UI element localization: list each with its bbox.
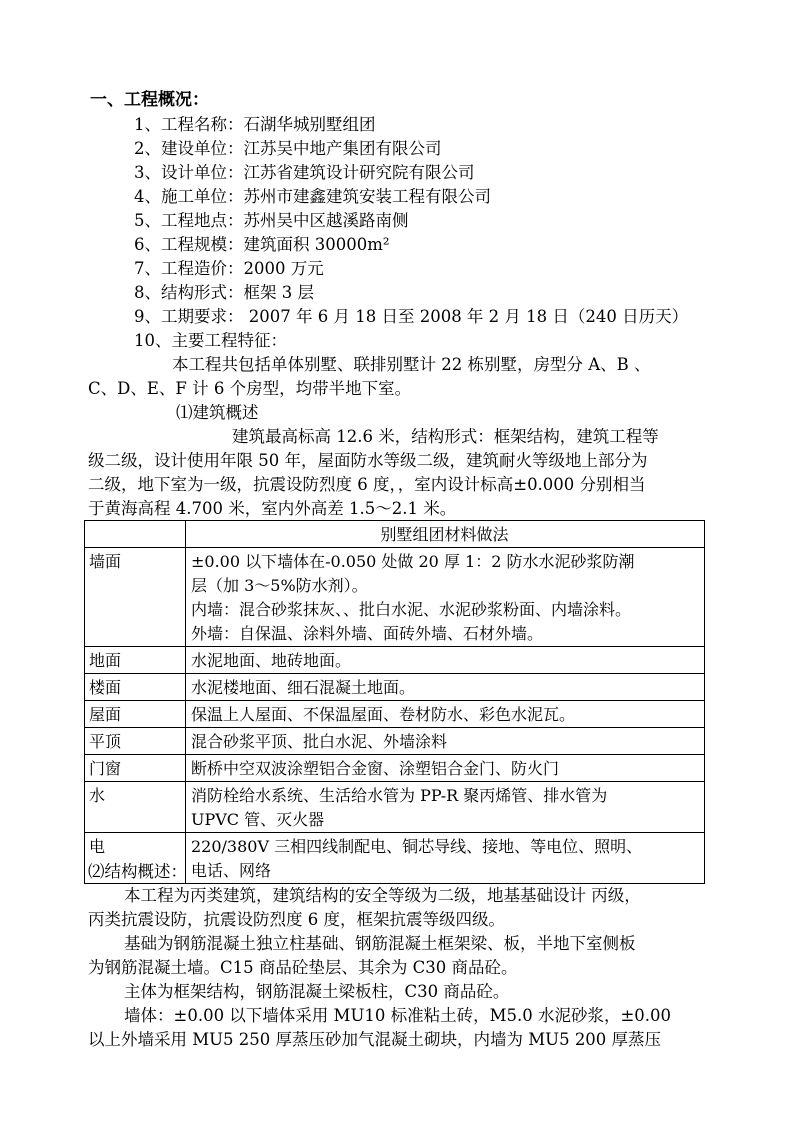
item-structure-form: 8、结构形式：框架 3 层	[134, 283, 314, 302]
arch-line: 级二级，设计使用年限 50 年，屋面防水等级二级，建筑耐火等级地上部分为	[88, 451, 648, 470]
struct-line: 基础为钢筋混凝土独立柱基础、钢筋混凝土框架梁、板，半地下室侧板	[124, 934, 636, 953]
item-schedule: 9、工期要求： 2007 年 6 月 18 日至 2008 年 2 月 18 日（240 日历天）	[134, 307, 689, 326]
struct-line: 主体为框架结构，钢筋混凝土梁板柱，C30 商品砼。	[124, 982, 510, 1001]
row-text: 水泥地面、地砖地面。	[191, 651, 352, 670]
table-row	[85, 782, 705, 833]
struct-line: 本工程为丙类建筑，建筑结构的安全等级为二级，地基基础设计 丙级，	[124, 886, 641, 905]
table-row	[85, 548, 705, 647]
arch-line: 二级，地下室为一级，抗震设防烈度 6 度，，室内设计标高±0.000 分别相当	[88, 475, 646, 494]
row-text: 外墙：自保温、涂料外墙、面砖外墙、石材外墙。	[191, 624, 544, 643]
materials-table	[84, 520, 705, 884]
item-owner: 2、建设单位：江苏吴中地产集团有限公司	[134, 139, 442, 158]
table-row	[85, 755, 705, 782]
row-text: 保温上人屋面、不保温屋面、卷材防水、彩色水泥瓦。	[191, 705, 576, 724]
row-label: 电	[85, 833, 186, 884]
item-contractor: 4、施工单位：苏州市建鑫建筑安装工程有限公司	[134, 187, 491, 206]
struct-line: 丙类抗震设防，抗震设防烈度 6 度，框架抗震等级四级。	[88, 910, 505, 929]
row-label: 墙面	[85, 548, 186, 647]
intro-line: 本工程共包括单体别墅、联排别墅计 22 栋别墅，房型分 A、B 、	[172, 355, 651, 374]
table-row	[85, 674, 705, 701]
table-row	[85, 728, 705, 755]
section-title: 一、工程概况：	[90, 90, 209, 110]
item-cost: 7、工程造价：2000 万元	[134, 259, 324, 278]
row-text: 层（加 3～5%防水剂）。	[191, 576, 368, 595]
row-label: 楼面	[85, 674, 186, 701]
row-text: 内墙：混合砂浆抹灰、、批白水泥、水泥砂浆粉面、内墙涂料。	[191, 600, 632, 619]
table-header-row	[85, 521, 705, 548]
arch-heading: ⑴建筑概述	[176, 403, 259, 422]
row-text: ±0.00 以下墙体在-0.050 处做 20 厚 1：2 防水水泥砂浆防潮	[191, 552, 635, 571]
item-location: 5、工程地点：苏州吴中区越溪路南侧	[134, 211, 409, 230]
row-label: 地面	[85, 647, 186, 674]
item-scale: 6、工程规模：建筑面积 30000m²	[134, 235, 390, 254]
table-row	[85, 701, 705, 728]
row-text: UPVC 管、灭火器	[191, 810, 325, 829]
arch-line: 于黄海高程 4.700 米，室内外高差 1.5～2.1 米。	[88, 499, 457, 518]
arch-line: 建筑最高标高 12.6 米，结构形式：框架结构，建筑工程等	[232, 427, 659, 446]
table-title: 别墅组团材料做法	[186, 521, 705, 548]
row-label: 屋面	[85, 701, 186, 728]
intro-line: C、D、E、F 计 6 个房型，均带半地下室。	[88, 379, 412, 398]
item-features: 10、主要工程特征：	[134, 331, 287, 350]
row-text: 消防栓给水系统、生活给水管为 PP-R 聚丙烯管、排水管为	[191, 786, 608, 805]
row-label: 水	[85, 782, 186, 833]
row-text: 220/380V 三相四线制配电、铜芯导线、接地、等电位、照明、	[191, 837, 643, 856]
item-project-name: 1、工程名称：石湖华城别墅组团	[134, 115, 376, 134]
struct-heading: ⑵结构概述：	[88, 862, 187, 881]
struct-line: 以上外墙采用 MU5 250 厚蒸压砂加气混凝土砌块，内墙为 MU5 200 厚蒸压	[88, 1030, 662, 1049]
struct-line: 为钢筋混凝土墙。C15 商品砼垫层、其余为 C30 商品砼。	[88, 958, 518, 977]
row-label: 门窗	[85, 755, 186, 782]
row-text: 混合砂浆平顶、批白水泥、外墙涂料	[191, 732, 448, 751]
row-label: 平顶	[85, 728, 186, 755]
row-text: 水泥楼地面、细石混凝土地面。	[191, 678, 416, 697]
row-text: 电话、网络	[191, 861, 272, 880]
table-row	[85, 647, 705, 674]
item-designer: 3、设计单位：江苏省建筑设计研究院有限公司	[134, 163, 475, 182]
row-text: 断桥中空双波涂塑铝合金窗、涂塑铝合金门、防火门	[191, 759, 560, 778]
struct-line: 墙体：±0.00 以下墙体采用 MU10 标准粘土砖，M5.0 水泥砂浆，±0.00	[124, 1006, 672, 1025]
